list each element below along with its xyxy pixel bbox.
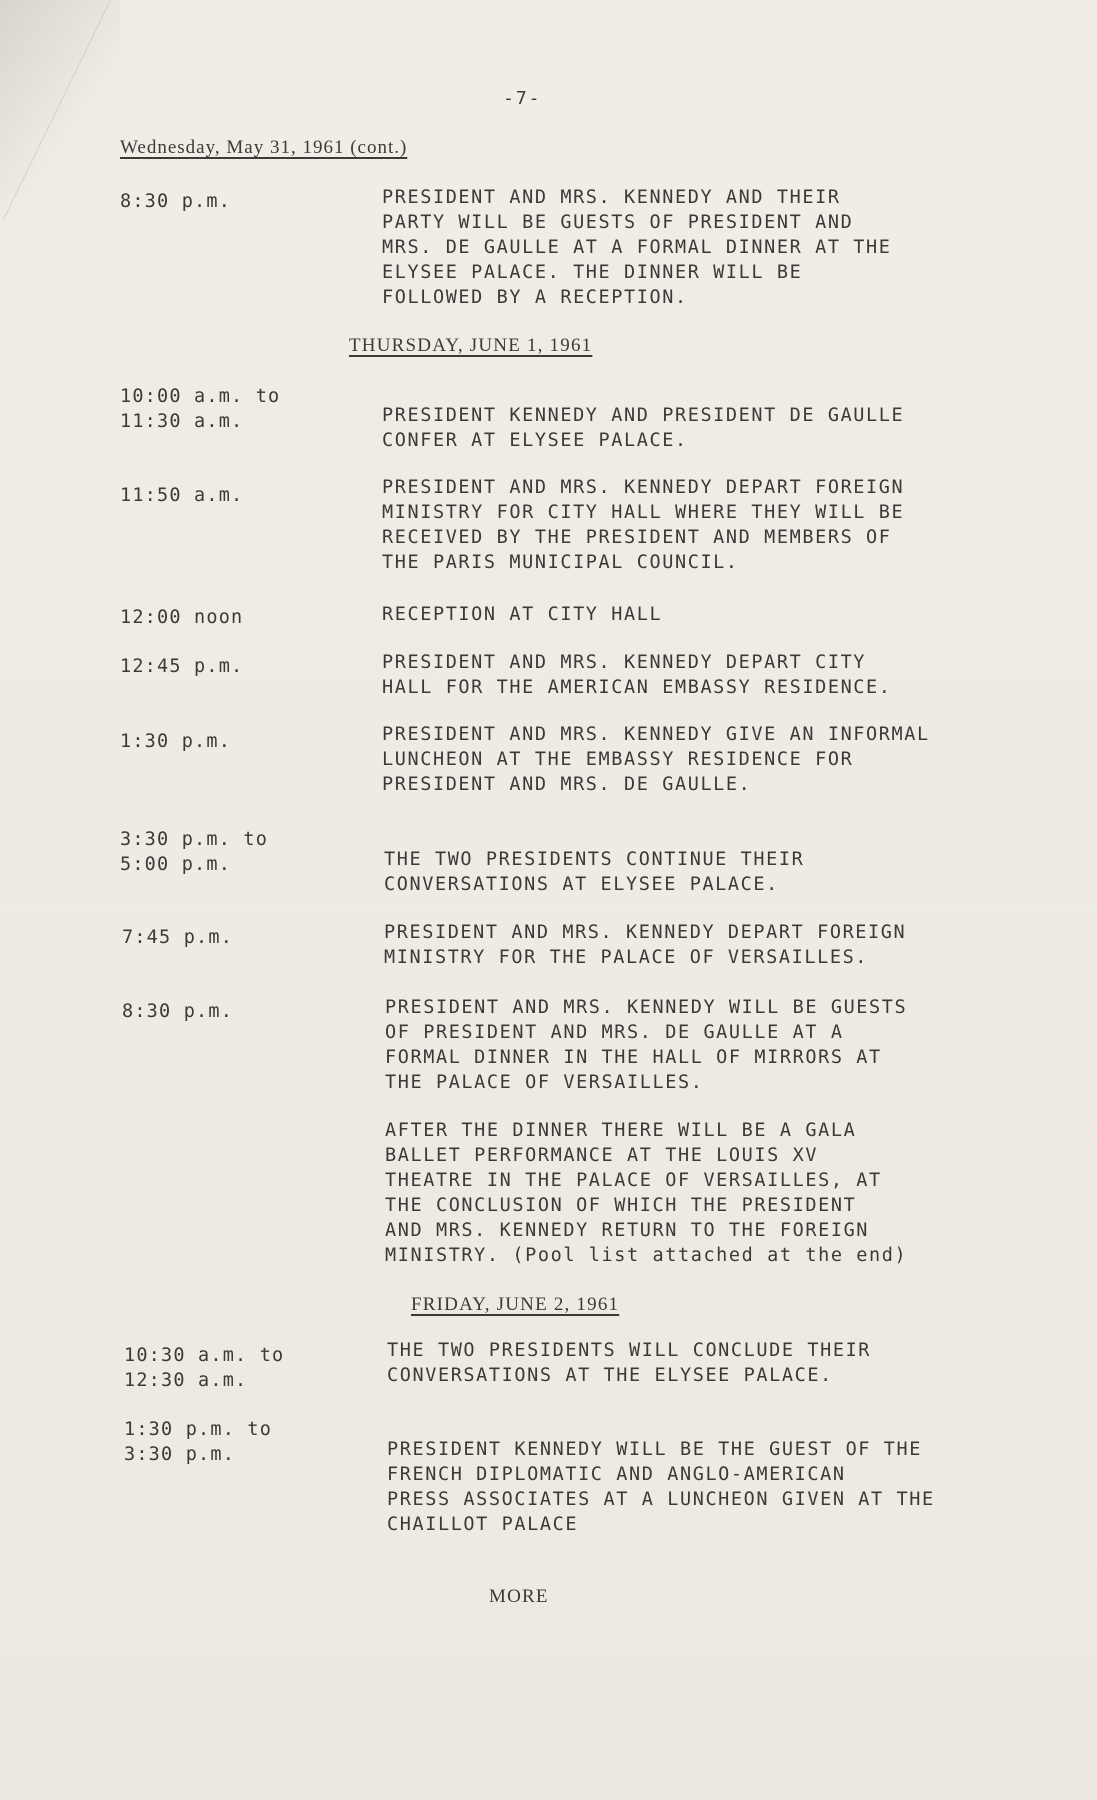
description-line: RECEPTION AT CITY HALL [382,604,663,625]
time-line: 1:30 p.m. to [124,1419,273,1440]
time-line: 7:45 p.m. [122,927,234,948]
entry-time [120,827,268,877]
description-line: CHAILLOT PALACE [387,1514,579,1535]
description-line: RECEIVED BY THE PRESIDENT AND MEMBERS OF [382,527,892,548]
description-line: FRENCH DIPLOMATIC AND ANGLO-AMERICAN [387,1464,846,1485]
description-line: CONFER AT ELYSEE PALACE. [382,430,688,451]
entry-time [120,384,280,434]
description-line: PRESIDENT AND MRS. KENNEDY DEPART CITY [382,652,867,673]
date-header: Wednesday, May 31, 1961 (cont.) [120,137,408,158]
description-line: THEATRE IN THE PALACE OF VERSAILLES, AT [385,1170,882,1191]
description-line: THE PARIS MUNICIPAL COUNCIL. [382,552,739,573]
description-line: PRESS ASSOCIATES AT A LUNCHEON GIVEN AT THE [387,1489,935,1510]
time-line: 8:30 p.m. [122,1001,234,1022]
time-line: 5:00 p.m. [120,854,232,875]
description-line: FORMAL DINNER IN THE HALL OF MIRRORS AT [385,1047,882,1068]
entry-time [120,189,231,214]
description-line: ELYSEE PALACE. THE DINNER WILL BE [382,262,803,283]
description-line: PRESIDENT AND MRS. DE GAULLE. [382,774,752,795]
entry-time [120,605,243,630]
time-line: 1:30 p.m. [120,731,232,752]
description-line: THE TWO PRESIDENTS CONTINUE THEIR [384,849,805,870]
description-line: PRESIDENT KENNEDY AND PRESIDENT DE GAULLE [382,405,905,426]
entry-time [124,1343,284,1393]
time-line: 10:30 a.m. to [124,1345,285,1366]
time-line: 11:30 a.m. [120,411,244,432]
time-line: 3:30 p.m. to [120,829,269,850]
entry-description [384,920,906,970]
more-footer: MORE [489,1586,549,1607]
entry-time [120,483,243,508]
entry-time [120,654,243,679]
time-line: 10:00 a.m. to [120,386,281,407]
entry-time [122,999,233,1024]
description-line: PRESIDENT AND MRS. KENNEDY WILL BE GUESTS [385,997,908,1018]
description-line: MINISTRY FOR THE PALACE OF VERSAILLES. [384,947,869,968]
entry-time [120,729,231,754]
entry-description [385,995,907,1095]
entry-description [382,185,892,310]
entry-description [387,1338,871,1388]
time-line: 3:30 p.m. [124,1444,236,1465]
description-line: AND MRS. KENNEDY RETURN TO THE FOREIGN [385,1220,870,1241]
description-line: CONVERSATIONS AT ELYSEE PALACE. [384,874,779,895]
description-line: PRESIDENT AND MRS. KENNEDY DEPART FOREIGN [384,922,907,943]
friday-heading: FRIDAY, JUNE 2, 1961 [411,1294,620,1315]
time-line: 12:00 noon [120,607,244,628]
description-line: CONVERSATIONS AT THE ELYSEE PALACE. [387,1365,833,1386]
description-line: AFTER THE DINNER THERE WILL BE A GALA [385,1120,857,1141]
entry-description [382,722,930,797]
description-line: THE TWO PRESIDENTS WILL CONCLUDE THEIR [387,1340,872,1361]
description-line: PRESIDENT AND MRS. KENNEDY AND THEIR [382,187,841,208]
page-number: -7- [503,88,542,109]
entry-description [382,602,662,627]
description-line: THE CONCLUSION OF WHICH THE PRESIDENT [385,1195,857,1216]
time-line: 12:30 a.m. [124,1370,248,1391]
entry-description [382,650,892,700]
description-line: OF PRESIDENT AND MRS. DE GAULLE AT A [385,1022,844,1043]
after-dinner-paragraph [385,1118,907,1268]
description-line: HALL FOR THE AMERICAN EMBASSY RESIDENCE. [382,677,892,698]
description-line: MRS. DE GAULLE AT A FORMAL DINNER AT THE [382,237,892,258]
description-line: PRESIDENT AND MRS. KENNEDY GIVE AN INFORMAL [382,724,930,745]
entry-description [387,1437,935,1537]
entry-description [382,475,904,575]
description-line: FOLLOWED BY A RECEPTION. [382,287,688,308]
entry-time [124,1417,272,1467]
description-line: BALLET PERFORMANCE AT THE LOUIS XV [385,1145,819,1166]
description-line: MINISTRY. (Pool list attached at the end) [385,1245,908,1266]
thursday-heading: THURSDAY, JUNE 1, 1961 [349,335,593,356]
time-line: 11:50 a.m. [120,485,244,506]
entry-description [384,847,804,897]
entry-description [382,403,904,453]
description-line: THE PALACE OF VERSAILLES. [385,1072,704,1093]
entry-time [122,925,233,950]
time-line: 12:45 p.m. [120,656,244,677]
description-line: PRESIDENT AND MRS. KENNEDY DEPART FOREIGN [382,477,905,498]
description-line: PARTY WILL BE GUESTS OF PRESIDENT AND [382,212,854,233]
description-line: PRESIDENT KENNEDY WILL BE THE GUEST OF THE [387,1439,922,1460]
description-line: LUNCHEON AT THE EMBASSY RESIDENCE FOR [382,749,854,770]
paper-fold-line [0,906,1097,909]
time-line: 8:30 p.m. [120,191,232,212]
description-line: MINISTRY FOR CITY HALL WHERE THEY WILL BE [382,502,905,523]
